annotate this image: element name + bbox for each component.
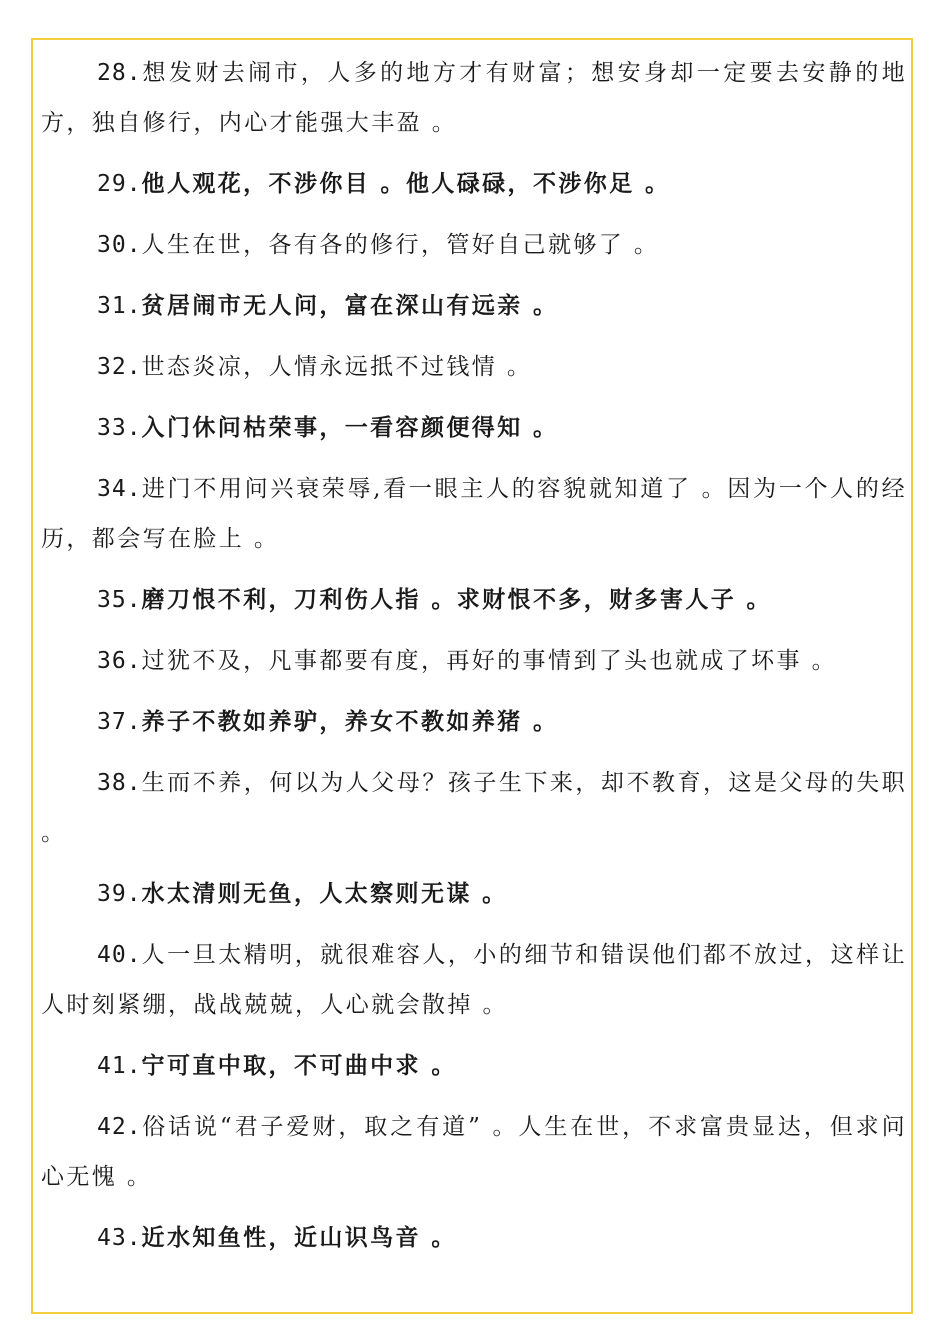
item-text: 磨刀恨不利，刀利伤人指 。求财恨不多，财多害人子 。: [141, 586, 772, 613]
item-text: 生而不养，何以为人父母？孩子生下来，却不教育，这是父母的失职 。: [41, 770, 907, 846]
item-text: 过犹不及，凡事都要有度，再好的事情到了头也就成了坏事 。: [141, 648, 838, 674]
item-text: 进门不用问兴衰荣辱,看一眼主人的容貌就知道了 。因为一个人的经历，都会写在脸上 。: [41, 476, 907, 552]
list-item: [41, 636, 907, 686]
item-text: 他人观花，不涉你目 。他人碌碌，不涉你足 。: [141, 170, 671, 197]
item-number: 29.: [97, 171, 142, 197]
item-number: 34.: [97, 476, 142, 502]
item-number: 40.: [97, 942, 142, 968]
item-number: 32.: [97, 354, 142, 380]
item-text: 人一旦太精明，就很难容人，小的细节和错误他们都不放过，这样让人时刻紧绷，战战兢兢，人心就会散掉 。: [41, 942, 907, 1018]
list-item: [41, 1041, 907, 1091]
list-item: [41, 758, 907, 858]
list-item: [41, 1213, 907, 1263]
list-item: [41, 281, 907, 331]
item-text: 宁可直中取，不可曲中求 。: [141, 1052, 457, 1079]
list-item: [41, 697, 907, 747]
list-item: [41, 869, 907, 919]
item-number: 35.: [97, 587, 142, 613]
item-text: 近水知鱼性，近山识鸟音 。: [141, 1224, 457, 1251]
item-number: 33.: [97, 415, 142, 441]
item-text: 贫居闹市无人问，富在深山有远亲 。: [141, 292, 559, 319]
list-item: [41, 930, 907, 1030]
list-item: [41, 48, 907, 148]
item-number: 38.: [97, 770, 142, 796]
list-item: [41, 403, 907, 453]
item-text: 人生在世，各有各的修行，管好自己就够了 。: [141, 232, 660, 258]
list-item: [41, 342, 907, 392]
list-item: [41, 464, 907, 564]
list-item: [41, 575, 907, 625]
item-text: 养子不教如养驴，养女不教如养猪 。: [141, 708, 559, 735]
item-text: 水太清则无鱼，人太察则无谋 。: [141, 880, 508, 907]
item-text: 世态炎凉，人情永远抵不过钱情 。: [141, 354, 533, 380]
item-number: 42.: [97, 1114, 142, 1140]
list-item: [41, 220, 907, 270]
item-text: 俗话说“君子爱财，取之有道” 。人生在世，不求富贵显达，但求问心无愧 。: [41, 1114, 907, 1190]
item-number: 37.: [97, 709, 142, 735]
item-text: 入门休问枯荣事，一看容颜便得知 。: [141, 414, 559, 441]
item-number: 31.: [97, 293, 142, 319]
item-number: 43.: [97, 1225, 142, 1251]
item-number: 30.: [97, 232, 142, 258]
item-number: 39.: [97, 881, 142, 907]
list-item: [41, 1102, 907, 1202]
item-text: 想发财去闹市，人多的地方才有财富；想安身却一定要去安静的地方，独自修行，内心才能强大丰盈 。: [41, 60, 907, 136]
item-number: 36.: [97, 648, 142, 674]
document-body: [41, 48, 907, 1263]
item-number: 41.: [97, 1053, 142, 1079]
item-number: 28.: [97, 60, 142, 86]
list-item: [41, 159, 907, 209]
